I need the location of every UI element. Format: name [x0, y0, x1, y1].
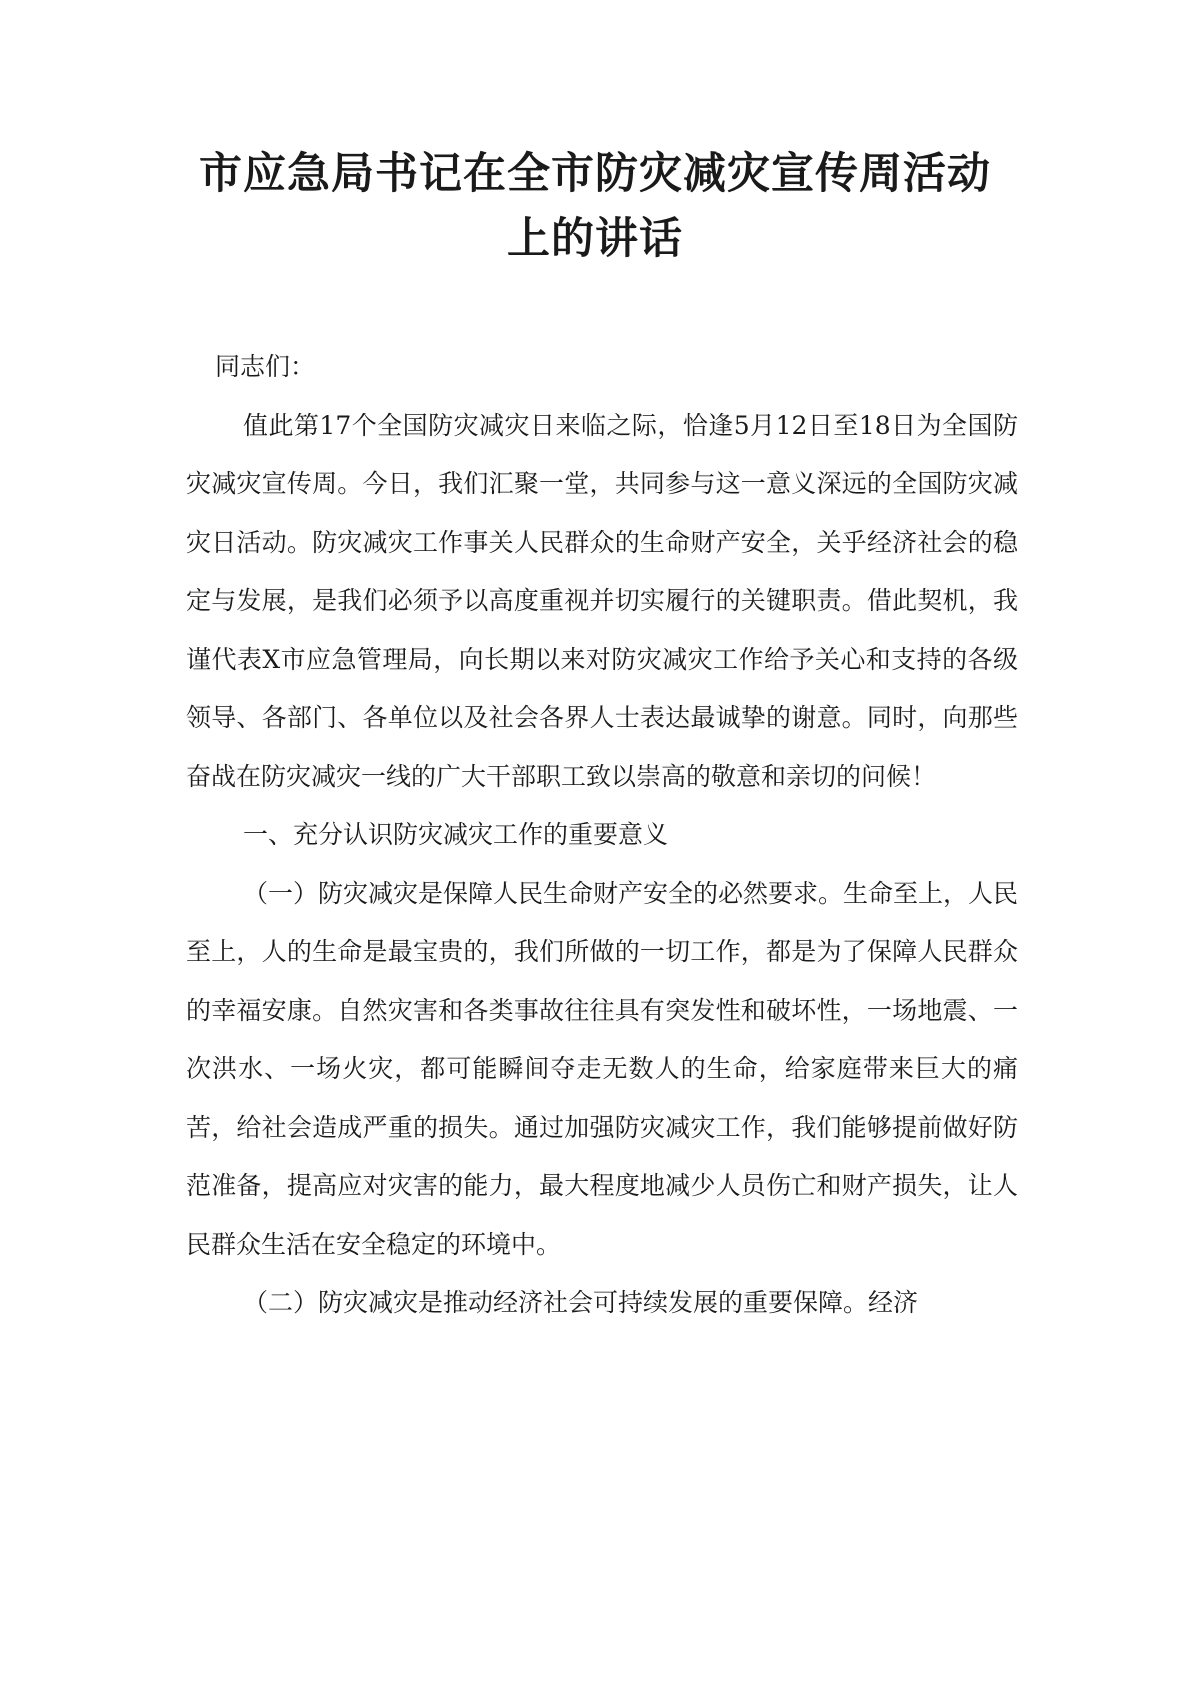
document-title [150, 142, 1040, 272]
title-line-2: 上的讲话 [507, 214, 683, 264]
document-body [186, 338, 1018, 1333]
paragraph-subsection-1: （一）防灾减灾是保障人民生命财产安全的必然要求。生命至上，人民至上，人的生命是最宝贵的，我们所做的一切工作，都是为了保障人民群众的幸福安康。自然灾害和各类事故往往具有突发性和破坏性，一场地震、一次洪水、一场火灾，都可能瞬间夺走无数人的生命，给家庭带来巨大的痛苦，给社会造成严重的损失。通过加强防灾减灾工作，我们能够提前做好防范准备，提高应对灾害的能力，最大程度地减少人员伤亡和财产损失，让人民群众生活在安全稳定的环境中。 [186, 878, 1019, 1259]
title-line-1: 市应急局书记在全市防灾减灾宣传周活动 [199, 149, 991, 199]
paragraph-intro: 值此第17个全国防灾减灾日来临之际，恰逢5月12日至18日为全国防灾减灾宣传周。今日，我们汇聚一堂，共同参与这一意义深远的全国防灾减灾日活动。防灾减灾工作事关人民群众的生命财产安全，关乎经济社会的稳定与发展，是我们必须予以高度重视并切实履行的关键职责。借此契机，我谨代表X市应急管理局，向长期以来对防灾减灾工作给予关心和支持的各级领导、各部门、各单位以及社会各界人士表达最诚挚的谢意。同时，向那些奋战在防灾减灾一线的广大干部职工致以崇高的敬意和亲切的问候！ [186, 410, 1018, 791]
paragraph-subsection-2: （二）防灾减灾是推动经济社会可持续发展的重要保障。经济 [243, 1288, 919, 1317]
greeting: 同志们： [215, 352, 316, 381]
section-heading-1: 一、充分认识防灾减灾工作的重要意义 [243, 820, 669, 849]
